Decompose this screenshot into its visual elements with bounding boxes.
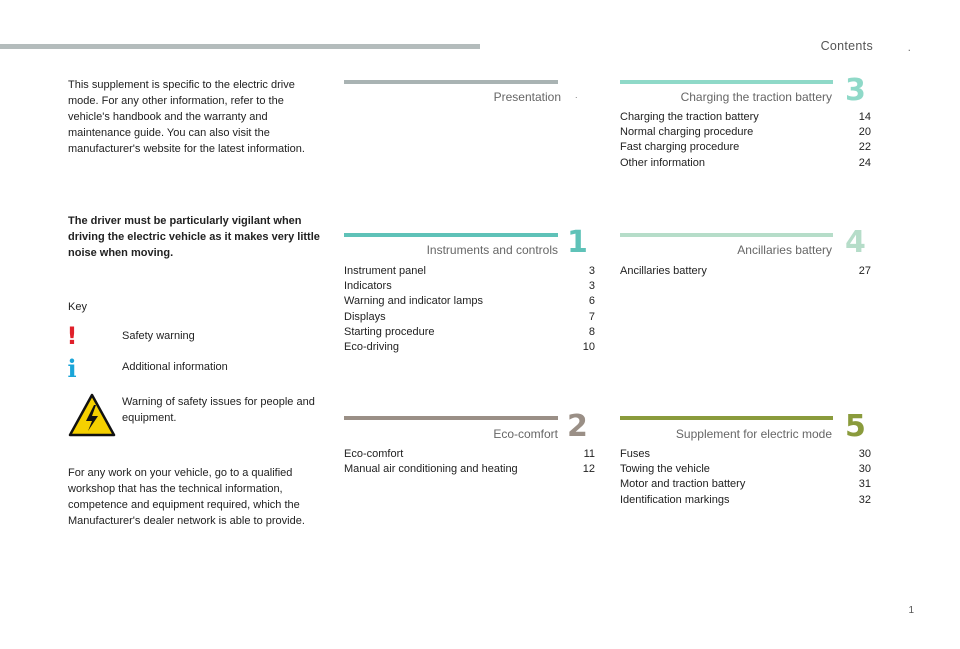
toc-list-charging [620,110,871,171]
section-bar-supplement [620,416,833,420]
toc-entry[interactable]: Fast charging procedure 22 [620,141,871,154]
section-number-5: 5 [845,409,866,444]
header-bar [0,44,480,49]
toc-entry[interactable]: Normal charging procedure 20 [620,126,871,139]
section-bar-presentation [344,80,558,84]
section-title-supplement[interactable]: Supplement for electric mode [675,427,832,441]
page-title: Contents [820,39,873,53]
toc-entry[interactable]: Charging the traction battery 14 [620,111,871,123]
toc-list-supplement [620,447,871,508]
section-title-presentation[interactable]: Presentation [493,90,561,104]
intro-paragraph: This supplement is specific to the electric drive mode. For any other information, refer to the vehicle's handbook and the warranty and maintenance guide. You can also visit the manufacturer's website for the latest information. [68,79,305,155]
toc-entry[interactable]: Instrument panel 3 [344,265,595,277]
page-number: 1 [908,605,914,616]
toc-list-eco [344,447,595,477]
toc-entry[interactable]: Eco-driving 10 [344,341,595,354]
section-bar-instruments [344,233,558,237]
header-dot: . [907,40,911,54]
section-bar-charging [620,80,833,84]
section-number-1: 1 [567,225,588,260]
workshop-paragraph: For any work on your vehicle, go to a qualified workshop that has the technical information, competence and equipment required, which the Manufacturer's dealer network is able to provide. [68,467,305,527]
toc-entry[interactable]: Indicators 3 [344,280,595,293]
section-bar-eco [344,416,558,420]
key-item-safety-warning: Safety warning [122,330,195,342]
vigilance-warning: The driver must be particularly vigilant when driving the electric vehicle as it makes very little noise when moving. [68,215,320,259]
section-number-2: 2 [567,409,588,444]
toc-entry[interactable]: Eco-comfort 11 [344,448,595,460]
section-bar-ancillaries [620,233,833,237]
toc-entry[interactable]: Warning and indicator lamps 6 [344,295,595,308]
high-voltage-icon [68,393,116,437]
toc-entry[interactable]: Ancillaries battery 27 [620,265,871,277]
key-heading: Key [68,301,87,313]
section-title-charging[interactable]: Charging the traction battery [680,90,832,104]
key-item-additional-information: Additional information [122,361,228,373]
info-icon: i [67,353,77,383]
exclamation-icon: ! [66,322,78,350]
toc-entry[interactable]: Displays 7 [344,310,595,323]
toc-list-instruments [344,264,595,355]
toc-entry[interactable]: Motor and traction battery 31 [620,478,871,491]
toc-entry[interactable]: Fuses 30 [620,448,871,460]
toc-entry[interactable]: Starting procedure 8 [344,325,595,338]
section-marker-presentation: . [575,90,578,100]
toc-entry[interactable]: Other information 24 [620,156,871,169]
toc-entry[interactable]: Manual air conditioning and heating 12 [344,463,595,476]
toc-list-ancillaries [620,264,871,279]
key-item-hv-warning: Warning of safety issues for people and equipment. [122,396,315,424]
section-number-4: 4 [845,225,866,260]
toc-entry[interactable]: Towing the vehicle 30 [620,463,871,476]
section-title-eco[interactable]: Eco-comfort [493,427,558,441]
section-number-3: 3 [845,73,866,108]
section-title-ancillaries[interactable]: Ancillaries battery [737,243,832,257]
toc-entry[interactable]: Identification markings 32 [620,493,871,506]
section-title-instruments[interactable]: Instruments and controls [426,243,558,257]
